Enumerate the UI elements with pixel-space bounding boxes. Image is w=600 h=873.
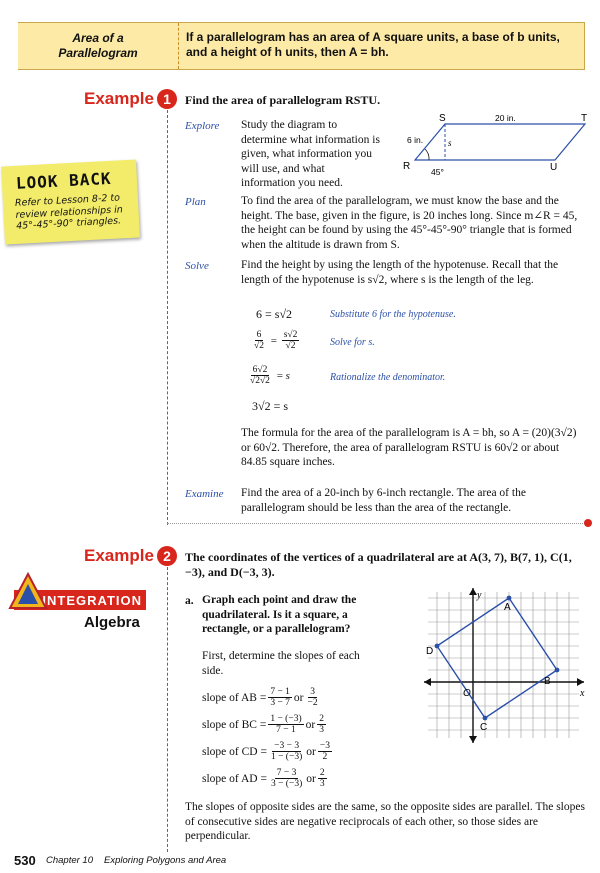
plan-label: Plan	[185, 196, 206, 208]
equation-1: 6 = s√2	[256, 307, 293, 321]
example-2-divider	[167, 567, 168, 852]
solve-label: Solve	[185, 260, 209, 272]
vertex-t-label: T	[581, 113, 588, 124]
explore-text: Study the diagram to determine what information is given, what information you will use, and what information you need.	[241, 119, 380, 189]
slope-or: or	[306, 745, 316, 758]
concept-term	[18, 23, 179, 69]
slope-result-den: 2	[322, 752, 328, 762]
slope-num: 7 − 3	[276, 768, 297, 778]
concept-definition: If a parallelogram has an area of A square units, a base of b units, and a height of h units, then A = bh.	[186, 30, 560, 59]
slope-row	[202, 765, 334, 792]
slope-or: or	[306, 772, 316, 785]
slope-result-den: 3	[319, 779, 325, 789]
examine-label: Examine	[185, 488, 224, 500]
slope-row	[202, 684, 334, 711]
example-1-number: 1	[157, 89, 177, 109]
vertex-s-label: S	[439, 113, 446, 124]
look-back-note	[1, 160, 140, 245]
example-1-divider	[167, 110, 168, 525]
part-a-letter: a.	[185, 595, 194, 607]
integration-subject: Algebra	[84, 614, 140, 631]
example-1-end-dot	[584, 519, 592, 527]
x-axis-label: x	[580, 688, 585, 699]
slope-den: 3 − (−3)	[270, 779, 303, 789]
example-2-title: The coordinates of the vertices of a quadrilateral are at A(3, 7), B(7, 1), C(1, −3), and D(−3, 3).	[185, 550, 572, 579]
slope-result-num: 3	[310, 687, 315, 697]
slope-label: slope of BC =	[202, 718, 267, 731]
parallelogram-diagram	[395, 112, 595, 182]
concept-term-line1: Area of a	[72, 31, 124, 45]
slope-result-num: 2	[319, 714, 324, 724]
equation-3: $\frac{6√2}{√2√2}$ = s	[250, 365, 290, 386]
height-s-label: s	[448, 138, 452, 148]
slope-list	[202, 684, 334, 792]
example-2-conclusion: The slopes of opposite sides are the same, so the opposite sides are parallel. The slopes of consecutive sides are negative reciprocals of each other, so those sides are perpendicular.	[185, 801, 585, 842]
equation-2-note: Solve for s.	[330, 337, 375, 348]
side-length-label: 6 in.	[407, 135, 424, 145]
example-2-number: 2	[157, 546, 177, 566]
point-b-label: B	[544, 676, 551, 687]
look-back-text: Refer to Lesson 8-2 to review relationships in 45°-45°-90° triangles.	[14, 192, 124, 232]
slope-den: 7 − 1	[276, 725, 296, 735]
slope-den: 3 − 7	[270, 698, 290, 708]
slope-label: slope of AD =	[202, 772, 267, 785]
footer-title: Exploring Polygons and Area	[104, 855, 227, 866]
vertex-r-label: R	[403, 161, 411, 172]
slope-label: slope of AB =	[202, 691, 267, 704]
slope-label: slope of CD =	[202, 745, 267, 758]
plan-text: To find the area of the parallelogram, we must know the base and the height. The base, given in the figure, is 20 inches long. Since m∠R = 45, the height can be found by using the 45°-45°-90° triangle that is formed when the altitude is drawn from S.	[241, 195, 578, 251]
example-1-title: Find the area of parallelogram RSTU.	[185, 93, 381, 107]
origin-label: O	[463, 688, 471, 699]
base-length-label: 20 in.	[495, 113, 516, 123]
example-1-label: Example	[84, 89, 154, 108]
example-1-end-rule	[167, 523, 587, 524]
slope-or: or	[305, 718, 316, 731]
page-number: 530	[14, 853, 36, 868]
part-a-question: Graph each point and draw the quadrilateral. Is it a square, a rectangle, or a parallelogram?	[202, 594, 357, 635]
vertex-u-label: U	[550, 162, 558, 173]
equation-1-note: Substitute 6 for the hypotenuse.	[330, 309, 456, 320]
slope-result-den: 3	[319, 725, 324, 735]
slope-result-num: −3	[319, 741, 330, 751]
examine-text: Find the area of a 20-inch by 6-inch rectangle. The area of the parallelogram should be less than the area of the rectangle.	[241, 487, 526, 514]
slope-result-num: 2	[319, 768, 325, 778]
equation-3-note: Rationalize the denominator.	[330, 372, 446, 383]
slope-row	[202, 711, 334, 738]
equation-2: $\frac{6}{√2}$ = $\frac{s√2}{√2}$	[254, 330, 298, 351]
equation-4: 3√2 = s	[252, 399, 289, 413]
slope-result-den: −2	[307, 698, 318, 708]
point-c-label: C	[480, 722, 488, 733]
example-2-label: Example	[84, 546, 154, 565]
solve-conclusion: The formula for the area of the parallelogram is A = bh, so A = (20)(3√2) or 60√2. Therefore, the area of parallelogram RSTU is 60√2 or about 84.85 square inches.	[241, 427, 577, 468]
coordinate-graph	[424, 588, 590, 746]
key-concept-box	[18, 22, 585, 70]
look-back-title: LOOK BACK	[15, 168, 113, 193]
point-a-label: A	[504, 602, 511, 613]
slope-or: or	[293, 691, 304, 704]
slope-den: 1 − (−3)	[270, 752, 303, 762]
solve-text: Find the height by using the length of the hypotenuse. Recall that the length of the hypotenuse is s√2, where s is the length of the leg.	[241, 259, 559, 286]
slope-row	[202, 738, 334, 765]
explore-label: Explore	[185, 120, 220, 132]
concept-term-line2: Parallelogram	[58, 46, 138, 60]
angle-label: 45°	[431, 167, 444, 177]
slope-num: 7 − 1	[270, 687, 290, 697]
footer-chapter: Chapter 10	[46, 855, 94, 866]
integration-logo-icon	[8, 572, 48, 610]
slope-num: 1 − (−3)	[270, 714, 302, 724]
y-axis-label: y	[477, 590, 482, 601]
part-a-first: First, determine the slopes of each side.	[202, 650, 360, 677]
integration-banner-text: INTEGRATION	[42, 592, 142, 608]
slope-num: −3 − 3	[274, 741, 300, 751]
point-d-label: D	[426, 646, 434, 657]
